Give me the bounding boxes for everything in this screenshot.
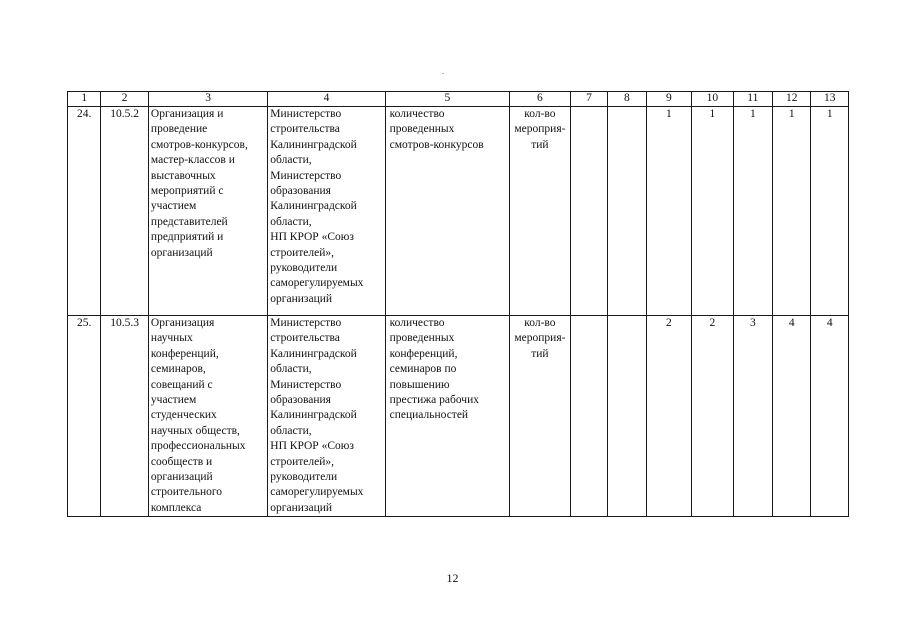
event-line: научных — [150, 332, 193, 345]
responsible-line: Министерство — [270, 317, 342, 329]
event-line: организаций — [150, 246, 213, 259]
responsible-line: НП КРОР «Союз — [270, 231, 354, 244]
plan-table — [67, 91, 849, 517]
responsible-line: области, — [270, 154, 312, 167]
indicator-line: смотров-конкурсов — [389, 138, 484, 151]
responsible-line: Калининградской — [270, 200, 357, 213]
event-line: комплекса — [150, 501, 202, 514]
scan-speck — [442, 73, 444, 74]
responsible-line: области, — [270, 215, 312, 228]
responsible-line: Калининградской — [270, 138, 357, 151]
unit-line: тий — [531, 138, 549, 151]
column-header: 4 — [268, 92, 385, 107]
column-header: 3 — [148, 92, 267, 107]
header-row — [68, 92, 849, 107]
event-line: организаций — [150, 471, 213, 484]
responsible-line: Калининградской — [270, 409, 357, 422]
event-line: Организация и — [150, 108, 224, 120]
value-cell — [608, 316, 646, 517]
indicator-cell — [385, 107, 509, 316]
event-line: профессиональных — [150, 440, 246, 453]
column-header: 12 — [773, 92, 811, 107]
responsible-line: области, — [270, 424, 312, 437]
indicator-line: конференций, — [389, 347, 458, 360]
responsible-line: организаций — [270, 501, 333, 514]
responsible-line: Министерство — [270, 378, 342, 391]
row-number: 24. — [68, 107, 101, 316]
measure-code: 10.5.3 — [101, 316, 149, 517]
indicator-line: проведенных — [389, 123, 455, 136]
responsible-line: НП КРОР «Союз — [270, 440, 354, 453]
responsible-line: строительства — [270, 123, 340, 136]
column-header: 5 — [385, 92, 509, 107]
event-cell — [148, 107, 267, 316]
value-cell: 1 — [773, 107, 811, 316]
event-line: мастер-классов и — [150, 154, 235, 167]
event-line: научных обществ, — [150, 424, 240, 437]
column-header: 9 — [646, 92, 692, 107]
responsible-line: Министерство — [270, 169, 342, 182]
value-cell — [570, 107, 607, 316]
value-cell: 1 — [692, 107, 733, 316]
event-line: представителей — [150, 215, 228, 228]
unit-line: тий — [531, 347, 549, 360]
event-line: сообществ и — [150, 455, 213, 468]
unit-cell — [510, 316, 571, 517]
unit-line: мероприя- — [514, 123, 566, 136]
value-cell: 3 — [733, 316, 772, 517]
event-line: строительного — [150, 486, 223, 499]
responsible-line: области, — [270, 363, 312, 376]
column-header: 1 — [68, 92, 101, 107]
event-line: участием — [150, 200, 197, 213]
responsible-line: саморегулируемых — [270, 277, 364, 290]
row-number: 25. — [68, 316, 101, 517]
value-cell: 1 — [811, 107, 849, 316]
value-cell: 4 — [773, 316, 811, 517]
value-cell: 4 — [811, 316, 849, 517]
table-row — [68, 107, 849, 316]
unit-cell — [510, 107, 571, 316]
indicator-line: проведенных — [389, 332, 455, 345]
responsible-line: руководители — [270, 262, 338, 275]
responsible-line: Министерство — [270, 108, 342, 120]
column-header: 13 — [811, 92, 849, 107]
event-line: выставочных — [150, 169, 216, 182]
table-row — [68, 316, 849, 517]
page-number: 12 — [446, 571, 459, 585]
value-cell — [608, 107, 646, 316]
responsible-line: организаций — [270, 292, 333, 305]
indicator-line: специальностей — [389, 409, 469, 422]
responsible-line: Калининградской — [270, 347, 357, 360]
event-line: Организация — [150, 317, 215, 329]
responsible-line: образования — [270, 185, 331, 198]
measure-code: 10.5.2 — [101, 107, 149, 316]
unit-line: мероприя- — [514, 332, 566, 345]
column-header: 2 — [101, 92, 149, 107]
responsible-line: строителей», — [270, 455, 334, 468]
column-header: 10 — [692, 92, 733, 107]
responsible-line: образования — [270, 394, 331, 407]
indicator-line: повышению — [389, 378, 450, 391]
responsible-line: строительства — [270, 332, 340, 345]
indicator-cell — [385, 316, 509, 517]
responsible-line: саморегулируемых — [270, 486, 364, 499]
column-header: 11 — [733, 92, 772, 107]
indicator-line: престижа рабочих — [389, 394, 479, 407]
column-header: 8 — [608, 92, 646, 107]
responsible-cell — [268, 316, 385, 517]
value-cell: 2 — [646, 316, 692, 517]
value-cell: 2 — [692, 316, 733, 517]
unit-line: кол-во — [524, 317, 556, 329]
value-cell: 1 — [733, 107, 772, 316]
event-cell — [148, 316, 267, 517]
column-header: 7 — [570, 92, 607, 107]
event-line: семинаров, — [150, 363, 206, 376]
indicator-line: семинаров по — [389, 363, 457, 376]
event-line: конференций, — [150, 347, 219, 360]
responsible-line: строителей», — [270, 246, 334, 259]
responsible-line: руководители — [270, 471, 338, 484]
responsible-cell — [268, 107, 385, 316]
indicator-line: количество — [389, 108, 445, 120]
event-line: предприятий и — [150, 231, 224, 244]
event-line: смотров-конкурсов, — [150, 138, 248, 151]
column-header: 6 — [510, 92, 571, 107]
indicator-line: количество — [389, 317, 445, 329]
event-line: совещаний с — [150, 378, 213, 391]
unit-line: кол-во — [524, 108, 556, 120]
event-line: участием — [150, 394, 197, 407]
event-line: студенческих — [150, 409, 217, 422]
value-cell — [570, 316, 607, 517]
event-line: мероприятий с — [150, 185, 224, 198]
event-line: проведение — [150, 123, 208, 136]
value-cell: 1 — [646, 107, 692, 316]
